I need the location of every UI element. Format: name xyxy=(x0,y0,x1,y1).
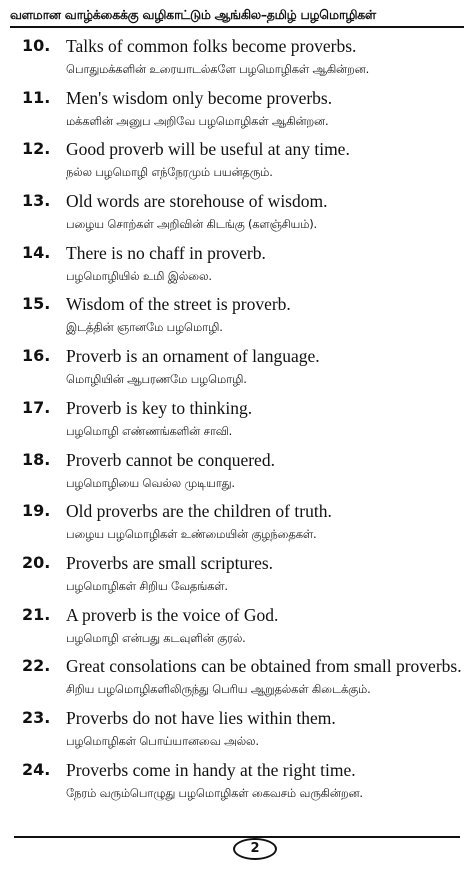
proverb-tamil: பழைய சொற்கள் அறிவின் கிடங்கு (களஞ்சியம்). xyxy=(66,217,318,232)
proverb-number: 22. xyxy=(22,656,51,676)
proverb-entry xyxy=(0,551,474,603)
proverb-english: Proverb cannot be conquered. xyxy=(66,449,275,470)
proverb-number: 12. xyxy=(22,139,51,159)
proverb-english: Proverbs are small scriptures. xyxy=(66,552,274,573)
proverb-entry xyxy=(0,241,474,293)
proverb-number: 23. xyxy=(22,707,51,727)
proverb-english: Proverbs do not have lies within them. xyxy=(66,707,336,728)
proverb-tamil: நல்ல பழமொழி எந்நேரமும் பயன்தரும். xyxy=(66,165,273,180)
proverb-entry xyxy=(0,654,474,706)
proverb-english: Old words are storehouse of wisdom. xyxy=(66,191,328,212)
proverb-tamil: நேரம் வரும்பொழுது பழமொழிகள் கைவசம் வருகின்றன. xyxy=(66,785,363,800)
proverb-english: Talks of common folks become proverbs. xyxy=(66,36,357,56)
proverb-english: Good proverb will be useful at any time. xyxy=(66,139,350,160)
proverb-number: 16. xyxy=(22,346,51,366)
proverb-entry xyxy=(0,706,474,758)
proverb-tamil: சிறிய பழமொழிகளிலிருந்து பெரிய ஆறுதல்கள் கிடைக்கும். xyxy=(66,682,371,697)
proverb-entry xyxy=(0,344,474,396)
proverb-tamil: பழமொழி எண்ணங்களின் சாவி. xyxy=(66,423,233,438)
proverb-number: 20. xyxy=(22,552,51,572)
proverb-english: There is no chaff in proverb. xyxy=(66,242,266,263)
proverb-entry xyxy=(0,758,474,810)
proverb-english: Proverbs come in handy at the right time. xyxy=(66,759,356,780)
proverb-number: 13. xyxy=(22,191,51,211)
proverb-entry xyxy=(0,448,474,500)
page-number: 2 xyxy=(233,838,277,860)
proverb-tamil: பழமொழி என்பது கடவுளின் குரல். xyxy=(66,630,246,645)
proverb-tamil: பொதுமக்களின் உரையாடல்களே பழமொழிகள் ஆகின்றன. xyxy=(66,62,370,76)
proverb-english: Proverb is an ornament of language. xyxy=(66,346,320,367)
proverb-number: 11. xyxy=(22,87,51,107)
proverb-english: Wisdom of the street is proverb. xyxy=(66,294,291,315)
proverb-english: Old proverbs are the children of truth. xyxy=(66,501,332,522)
proverb-number: 18. xyxy=(22,449,51,469)
proverb-number: 14. xyxy=(22,242,51,262)
proverb-number: 15. xyxy=(22,294,51,314)
proverb-number: 10. xyxy=(22,36,51,55)
proverb-entry xyxy=(0,86,474,138)
proverb-tamil: பழமொழியை வெல்ல முடியாது. xyxy=(66,475,235,490)
proverb-list xyxy=(0,34,474,809)
proverb-number: 21. xyxy=(22,604,51,624)
proverb-tamil: பழமொழிகள் பொய்யானவை அல்ல. xyxy=(66,733,259,748)
proverb-entry xyxy=(0,189,474,241)
proverb-tamil: பழமொழிகள் சிறிய வேதங்கள். xyxy=(66,578,228,593)
proverb-tamil: இடத்தின் ஞானமே பழமொழி. xyxy=(66,320,223,335)
proverb-english: Great consolations can be obtained from small proverbs. xyxy=(66,656,462,677)
proverb-tamil: பழமொழியில் உமி இல்லை. xyxy=(66,268,212,283)
footer-divider xyxy=(14,836,460,838)
proverb-tamil: மக்களின் அனுப அறிவே பழமொழிகள் ஆகின்றன. xyxy=(66,113,329,128)
proverb-number: 19. xyxy=(22,501,51,521)
proverb-entry xyxy=(0,137,474,189)
proverb-entry xyxy=(0,396,474,448)
running-head: வளமான வாழ்க்கைக்கு வழிகாட்டும் ஆங்கில–தமிழ் பழமொழிகள் xyxy=(10,6,464,28)
proverb-english: A proverb is the voice of God. xyxy=(66,604,279,625)
proverb-english: Proverb is key to thinking. xyxy=(66,397,253,418)
proverb-english: Men's wisdom only become proverbs. xyxy=(66,87,333,108)
proverb-tamil: மொழியின் ஆபரணமே பழமொழி. xyxy=(66,372,247,387)
proverb-entry xyxy=(0,34,474,86)
proverb-entry xyxy=(0,603,474,655)
proverb-entry xyxy=(0,499,474,551)
proverb-number: 17. xyxy=(22,397,51,417)
proverb-tamil: பழைய பழமொழிகள் உண்மையின் குழந்தைகள். xyxy=(66,527,317,542)
proverb-number: 24. xyxy=(22,759,51,779)
proverb-entry xyxy=(0,292,474,344)
